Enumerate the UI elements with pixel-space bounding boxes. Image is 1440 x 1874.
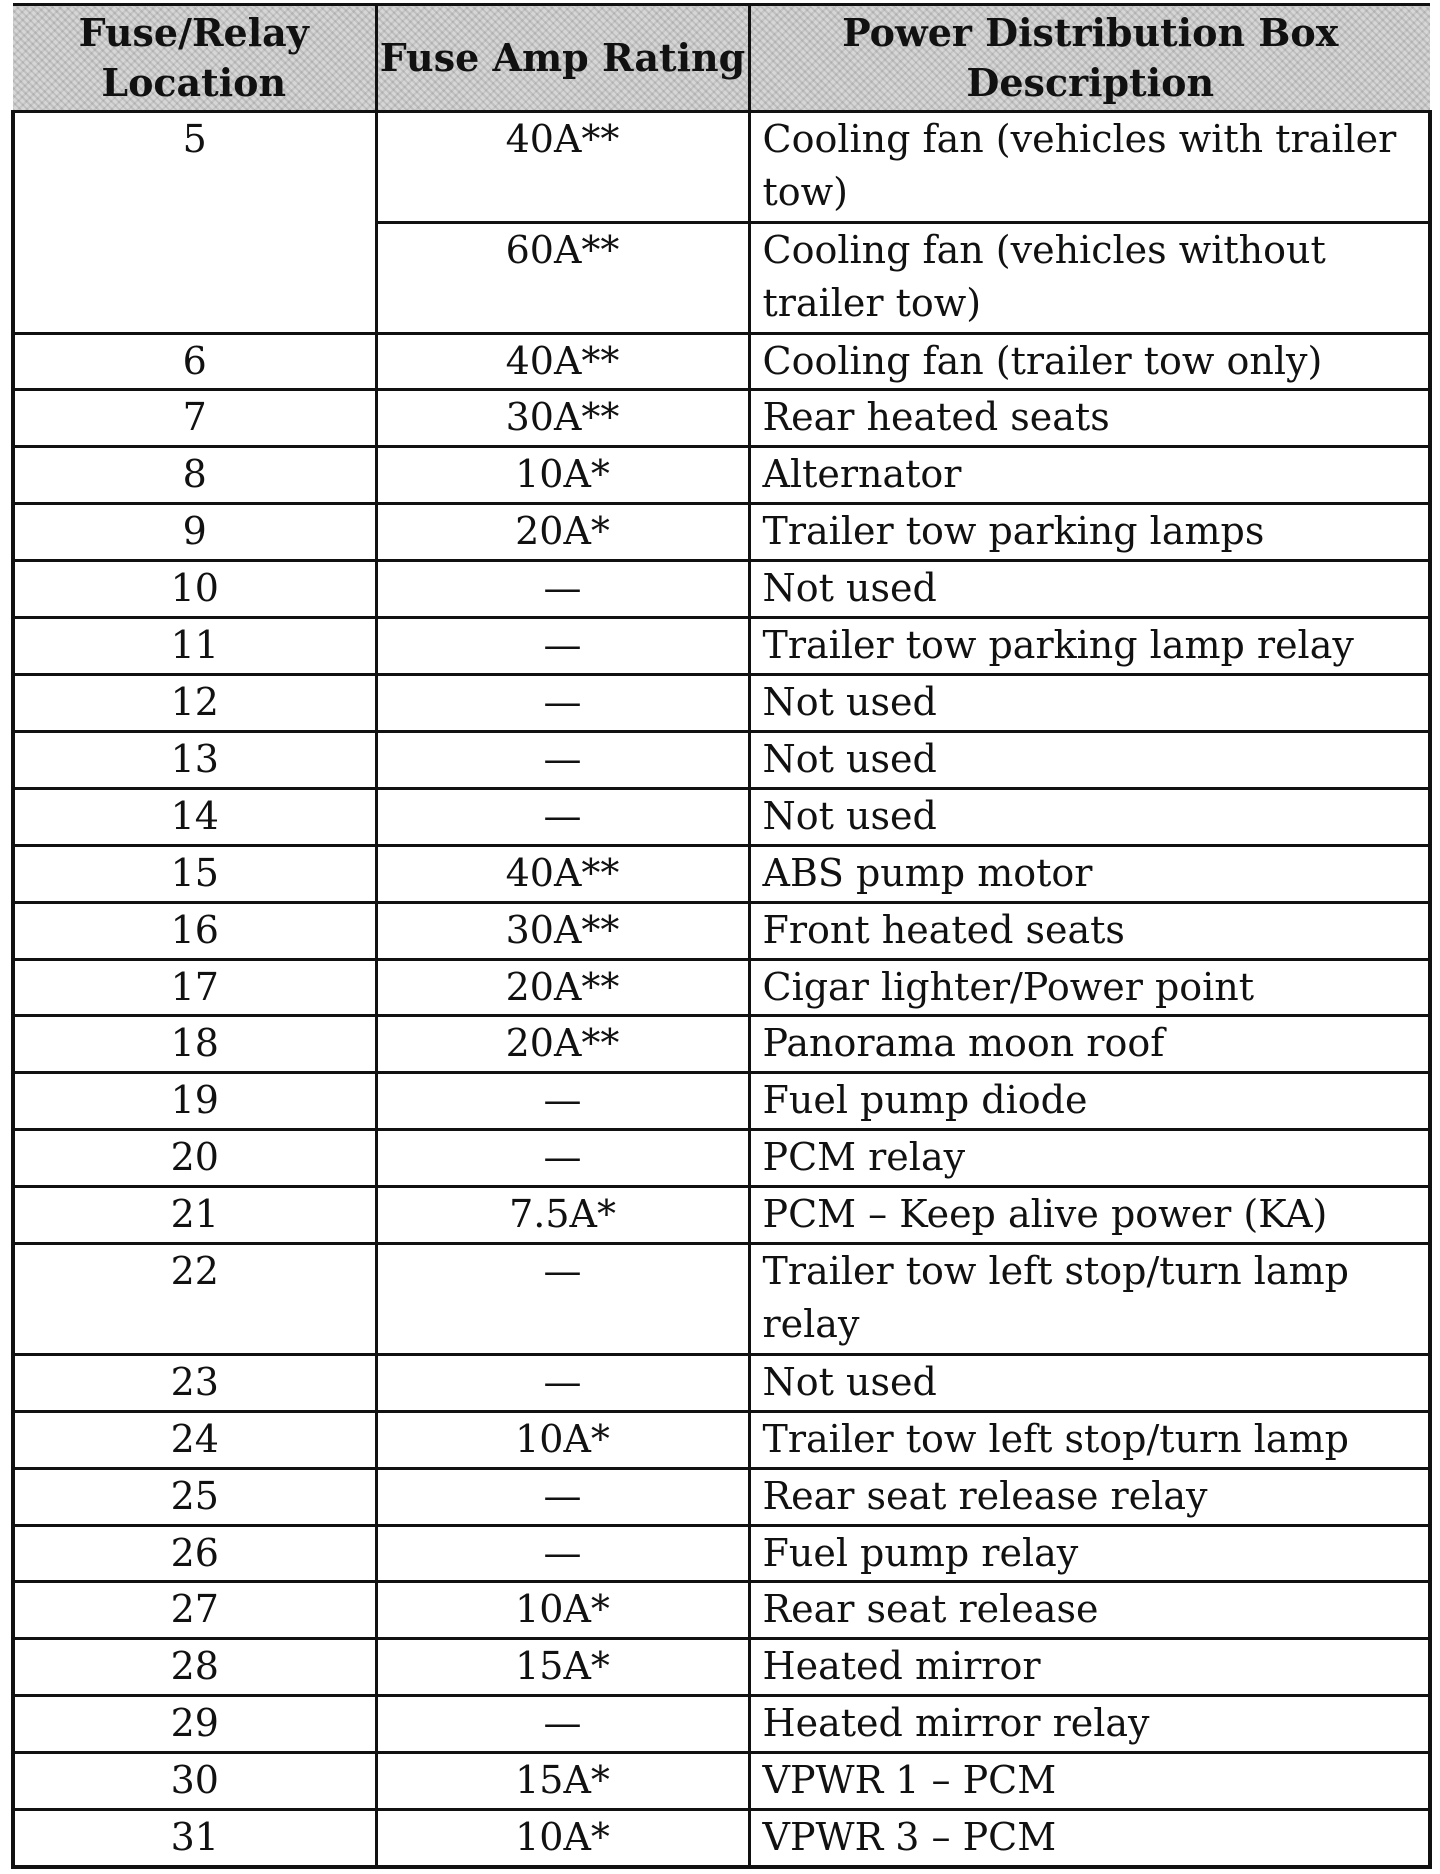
table-row xyxy=(13,1130,1430,1187)
table-row xyxy=(13,1411,1430,1468)
cell-location: 20 xyxy=(13,1130,376,1187)
cell-description: VPWR 1 – PCM xyxy=(749,1753,1430,1810)
table-row xyxy=(13,1753,1430,1810)
cell-description: Heated mirror relay xyxy=(749,1696,1430,1753)
table-row xyxy=(13,1016,1430,1073)
cell-location: 17 xyxy=(13,959,376,1016)
cell-amp-rating: 10A* xyxy=(376,1810,749,1867)
cell-description: Panorama moon roof xyxy=(749,1016,1430,1073)
table-row xyxy=(13,788,1430,845)
cell-description: VPWR 3 – PCM xyxy=(749,1810,1430,1867)
cell-amp-rating: 60A** xyxy=(376,222,749,333)
header-row xyxy=(13,5,1430,112)
cell-description: Heated mirror xyxy=(749,1639,1430,1696)
cell-amp-rating: — xyxy=(376,674,749,731)
cell-description: Trailer tow parking lamps xyxy=(749,504,1430,561)
table-row xyxy=(13,447,1430,504)
cell-description: Front heated seats xyxy=(749,902,1430,959)
cell-description: ABS pump motor xyxy=(749,845,1430,902)
table-row xyxy=(13,561,1430,618)
cell-location: 31 xyxy=(13,1810,376,1867)
table-row xyxy=(13,1354,1430,1411)
table-row xyxy=(13,845,1430,902)
cell-location: 10 xyxy=(13,561,376,618)
table-header xyxy=(13,5,1430,112)
cell-location: 19 xyxy=(13,1073,376,1130)
cell-description: Rear seat release relay xyxy=(749,1468,1430,1525)
cell-location: 28 xyxy=(13,1639,376,1696)
table-row xyxy=(13,1244,1430,1355)
cell-location: 16 xyxy=(13,902,376,959)
cell-amp-rating: — xyxy=(376,1525,749,1582)
table-row xyxy=(13,902,1430,959)
cell-amp-rating: 40A** xyxy=(376,845,749,902)
cell-amp-rating: — xyxy=(376,1696,749,1753)
cell-location: 12 xyxy=(13,674,376,731)
table-row xyxy=(13,1525,1430,1582)
table-row xyxy=(13,333,1430,390)
cell-description: Cooling fan (vehicles with trailer tow) xyxy=(749,112,1430,223)
cell-location: 8 xyxy=(13,447,376,504)
table-row xyxy=(13,731,1430,788)
cell-description: Rear heated seats xyxy=(749,390,1430,447)
cell-location: 5 xyxy=(13,112,376,334)
cell-location: 18 xyxy=(13,1016,376,1073)
cell-location: 13 xyxy=(13,731,376,788)
cell-description: Fuel pump relay xyxy=(749,1525,1430,1582)
cell-location: 23 xyxy=(13,1354,376,1411)
cell-amp-rating: — xyxy=(376,1130,749,1187)
cell-description: PCM relay xyxy=(749,1130,1430,1187)
cell-location: 30 xyxy=(13,1753,376,1810)
cell-amp-rating: 10A* xyxy=(376,1582,749,1639)
cell-description: Not used xyxy=(749,674,1430,731)
header-description: Power Distribution Box Description xyxy=(749,5,1430,112)
header-location: Fuse/Relay Location xyxy=(13,5,376,112)
cell-amp-rating: 10A* xyxy=(376,1411,749,1468)
cell-description: Cigar lighter/Power point xyxy=(749,959,1430,1016)
cell-amp-rating: 30A** xyxy=(376,390,749,447)
cell-location: 7 xyxy=(13,390,376,447)
cell-location: 6 xyxy=(13,333,376,390)
cell-location: 25 xyxy=(13,1468,376,1525)
cell-description: Not used xyxy=(749,788,1430,845)
cell-amp-rating: 30A** xyxy=(376,902,749,959)
fuse-table xyxy=(11,3,1432,1869)
table-row xyxy=(13,1582,1430,1639)
cell-description: Cooling fan (trailer tow only) xyxy=(749,333,1430,390)
cell-location: 27 xyxy=(13,1582,376,1639)
table-row xyxy=(13,674,1430,731)
cell-location: 21 xyxy=(13,1187,376,1244)
cell-location: 9 xyxy=(13,504,376,561)
cell-location: 11 xyxy=(13,618,376,675)
cell-amp-rating: 40A** xyxy=(376,112,749,223)
cell-amp-rating: 20A** xyxy=(376,959,749,1016)
cell-amp-rating: — xyxy=(376,618,749,675)
table-row xyxy=(13,1639,1430,1696)
cell-description: Fuel pump diode xyxy=(749,1073,1430,1130)
cell-amp-rating: — xyxy=(376,1354,749,1411)
table-row xyxy=(13,1187,1430,1244)
cell-location: 24 xyxy=(13,1411,376,1468)
cell-amp-rating: 15A* xyxy=(376,1753,749,1810)
cell-location: 15 xyxy=(13,845,376,902)
cell-amp-rating: — xyxy=(376,731,749,788)
cell-amp-rating: 20A** xyxy=(376,1016,749,1073)
table-row xyxy=(13,1073,1430,1130)
cell-amp-rating: 7.5A* xyxy=(376,1187,749,1244)
cell-description: Trailer tow left stop/turn lamp xyxy=(749,1411,1430,1468)
table-row xyxy=(13,618,1430,675)
cell-location: 22 xyxy=(13,1244,376,1355)
header-amp-rating: Fuse Amp Rating xyxy=(376,5,749,112)
cell-amp-rating: 15A* xyxy=(376,1639,749,1696)
cell-description: Trailer tow left stop/turn lamp relay xyxy=(749,1244,1430,1355)
cell-location: 29 xyxy=(13,1696,376,1753)
cell-amp-rating: — xyxy=(376,561,749,618)
cell-amp-rating: 40A** xyxy=(376,333,749,390)
cell-amp-rating: 20A* xyxy=(376,504,749,561)
cell-description: Trailer tow parking lamp relay xyxy=(749,618,1430,675)
cell-amp-rating: — xyxy=(376,1468,749,1525)
cell-description: Not used xyxy=(749,1354,1430,1411)
cell-amp-rating: 10A* xyxy=(376,447,749,504)
cell-description: Not used xyxy=(749,561,1430,618)
cell-description: Cooling fan (vehicles without trailer tow) xyxy=(749,222,1430,333)
table-row xyxy=(13,959,1430,1016)
table-row xyxy=(13,504,1430,561)
cell-location: 26 xyxy=(13,1525,376,1582)
cell-description: PCM – Keep alive power (KA) xyxy=(749,1187,1430,1244)
table-row xyxy=(13,112,1430,223)
cell-description: Not used xyxy=(749,731,1430,788)
cell-amp-rating: — xyxy=(376,1244,749,1355)
table-row xyxy=(13,1810,1430,1867)
table-row xyxy=(13,1468,1430,1525)
cell-location: 14 xyxy=(13,788,376,845)
cell-amp-rating: — xyxy=(376,788,749,845)
cell-description: Rear seat release xyxy=(749,1582,1430,1639)
cell-description: Alternator xyxy=(749,447,1430,504)
table-row xyxy=(13,1696,1430,1753)
cell-amp-rating: — xyxy=(376,1073,749,1130)
table-row xyxy=(13,390,1430,447)
table-body xyxy=(13,112,1430,1868)
